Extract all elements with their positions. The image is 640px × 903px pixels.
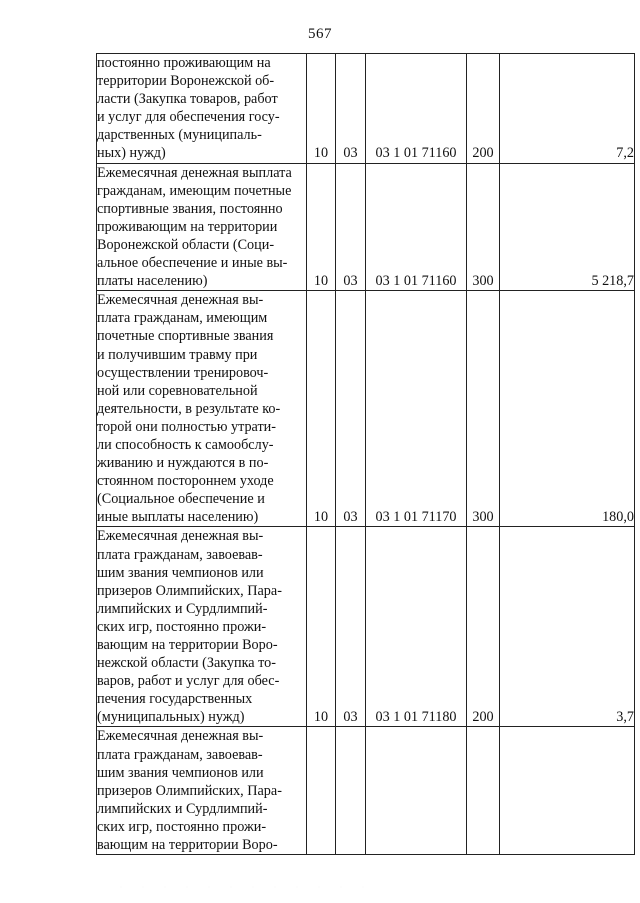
description-line: Воронежской области (Соци-	[97, 236, 275, 253]
description-line: (муниципальных) нужд)	[97, 709, 245, 726]
target-article-code: 03 1 01 71170	[366, 291, 467, 527]
description-line: спортивные звания, постоянно	[97, 200, 283, 217]
description-line: ли способность к самообслу-	[97, 436, 274, 453]
description-line: ских игр, постоянно прожи-	[97, 818, 267, 835]
subsection-code: 03	[336, 54, 366, 164]
description-line: Ежемесячная денежная выплата	[97, 164, 292, 181]
expense-type-code: 300	[467, 163, 500, 291]
subsection-code: 03	[336, 291, 366, 527]
description-line: нежской области (Закупка то-	[97, 655, 276, 672]
scan-noise	[110, 884, 370, 890]
description-line: дарственных (муниципаль-	[97, 127, 262, 144]
description-line: шим звания чемпионов или	[97, 764, 264, 781]
description-line: территории Воронежской об-	[97, 73, 275, 90]
description-line: иные выплаты населению)	[97, 509, 259, 526]
description-line: гражданам, имеющим почетные	[97, 182, 292, 199]
description-line: плата гражданам, завоевав-	[97, 746, 263, 763]
description-line: ласти (Закупка товаров, работ	[97, 91, 278, 108]
expense-type-code: 200	[467, 54, 500, 164]
budget-table-body	[97, 54, 635, 855]
description-line: платы населению)	[97, 273, 208, 290]
expense-description	[97, 727, 307, 855]
description-line: ной или соревновательной	[97, 382, 258, 399]
description-line: шим звания чемпионов или	[97, 564, 264, 581]
description-line: Ежемесячная денежная вы-	[97, 728, 264, 745]
table-row	[97, 527, 635, 727]
description-line: призеров Олимпийских, Пара-	[97, 782, 282, 799]
description-line: варов, работ и услуг для обес-	[97, 673, 280, 690]
description-line: призеров Олимпийских, Пара-	[97, 582, 282, 599]
expense-description	[97, 163, 307, 291]
table-row	[97, 54, 635, 164]
page-number: 567	[308, 26, 332, 42]
subsection-code	[336, 727, 366, 855]
section-code: 10	[307, 163, 336, 291]
expense-type-code: 300	[467, 291, 500, 527]
subsection-code: 03	[336, 163, 366, 291]
description-line: печения государственных	[97, 691, 253, 708]
table-row	[97, 291, 635, 527]
description-line: Ежемесячная денежная вы-	[97, 292, 264, 309]
description-line: вающим на территории Воро-	[97, 837, 278, 854]
expense-description	[97, 527, 307, 727]
description-line: и услуг для обеспечения госу-	[97, 109, 280, 126]
description-line: ных) нужд)	[97, 145, 166, 162]
subsection-code: 03	[336, 527, 366, 727]
amount-value	[500, 727, 635, 855]
expense-type-code: 200	[467, 527, 500, 727]
target-article-code: 03 1 01 71180	[366, 527, 467, 727]
description-line: живанию и нуждаются в по-	[97, 455, 269, 472]
table-row	[97, 163, 635, 291]
section-code: 10	[307, 291, 336, 527]
amount-value: 3,7	[500, 527, 635, 727]
expense-description	[97, 291, 307, 527]
description-line: плата гражданам, завоевав-	[97, 546, 263, 563]
description-line: почетные спортивные звания	[97, 328, 274, 345]
description-line: ских игр, постоянно прожи-	[97, 618, 267, 635]
section-code: 10	[307, 527, 336, 727]
description-line: альное обеспечение и иные вы-	[97, 255, 288, 272]
table-row	[97, 727, 635, 855]
description-line: и получившим травму при	[97, 346, 258, 363]
amount-value: 7,2	[500, 54, 635, 164]
description-line: лимпийских и Сурдлимпий-	[97, 800, 268, 817]
section-code	[307, 727, 336, 855]
description-line: постоянно проживающим на	[97, 55, 271, 71]
budget-table	[96, 53, 635, 855]
description-line: Ежемесячная денежная вы-	[97, 528, 264, 545]
target-article-code: 03 1 01 71160	[366, 163, 467, 291]
section-code: 10	[307, 54, 336, 164]
description-line: плата гражданам, имеющим	[97, 310, 268, 327]
description-line: деятельности, в результате ко-	[97, 400, 281, 417]
amount-value: 5 218,7	[500, 163, 635, 291]
description-line: торой они полностью утрати-	[97, 418, 276, 435]
target-article-code: 03 1 01 71160	[366, 54, 467, 164]
description-line: вающим на территории Воро-	[97, 637, 278, 653]
description-line: лимпийских и Сурдлимпий-	[97, 600, 268, 617]
amount-value: 180,0	[500, 291, 635, 527]
expense-type-code	[467, 727, 500, 855]
description-line: стоянном постороннем уходе	[97, 473, 274, 490]
description-line: проживающим на территории	[97, 218, 278, 235]
description-line: осуществлении тренировоч-	[97, 364, 269, 381]
description-line: (Социальное обеспечение и	[97, 491, 265, 508]
expense-description	[97, 54, 307, 164]
target-article-code	[366, 727, 467, 855]
